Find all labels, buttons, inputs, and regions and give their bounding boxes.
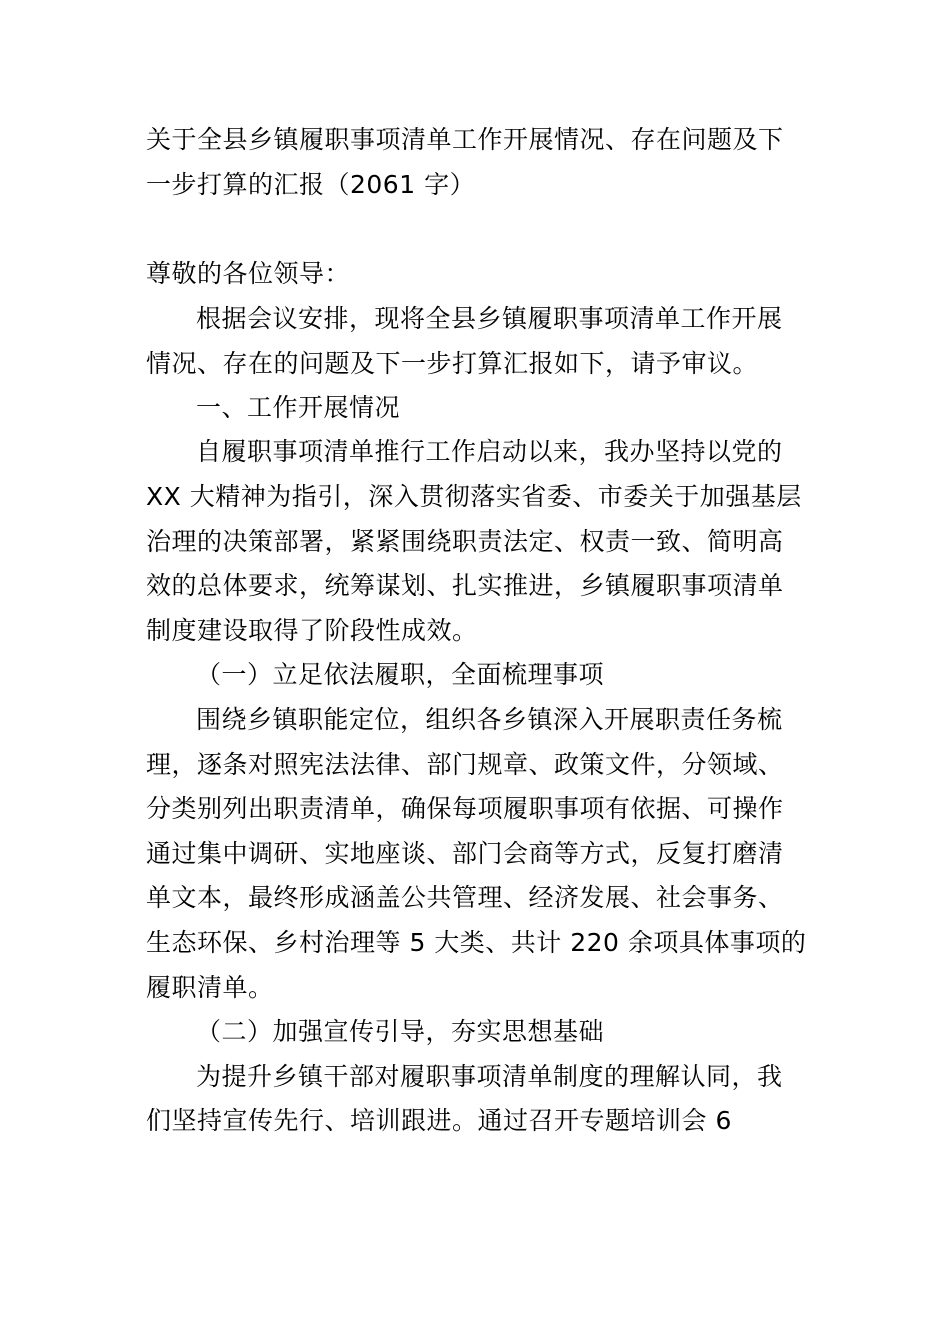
- subsection-1-line-5: 单文本，最终形成涵盖公共管理、经济发展、社会事务、: [146, 883, 784, 912]
- section-1-line-4: 效的总体要求，统筹谋划、扎实推进，乡镇履职事项清单: [146, 571, 784, 600]
- section-1-line-3: 治理的决策部署，紧紧围绕职责法定、权责一致、简明高: [146, 527, 784, 556]
- section-1-heading: 一、工作开展情况: [196, 393, 401, 422]
- subsection-1-line-2: 理，逐条对照宪法法律、部门规章、政策文件，分领域、: [146, 750, 784, 779]
- subsection-1-line-4: 通过集中调研、实地座谈、部门会商等方式，反复打磨清: [146, 839, 784, 868]
- subsection-1-heading: （一）立足依法履职，全面梳理事项: [196, 660, 605, 689]
- document-title-line-1: 关于全县乡镇履职事项清单工作开展情况、存在问题及下: [146, 125, 784, 154]
- document-title-line-2: 一步打算的汇报（2061 字）: [146, 170, 476, 199]
- subsection-2-heading: （二）加强宣传引导，夯实思想基础: [196, 1017, 605, 1046]
- subsection-1-line-1: 围绕乡镇职能定位，组织各乡镇深入开展职责任务梳: [196, 705, 783, 734]
- subsection-1-line-6: 生态环保、乡村治理等 5 大类、共计 220 余项具体事项的: [146, 928, 807, 957]
- section-1-line-2: XX 大精神为指引，深入贯彻落实省委、市委关于加强基层: [146, 482, 802, 511]
- section-1-line-5: 制度建设取得了阶段性成效。: [146, 616, 478, 645]
- section-1-line-1: 自履职事项清单推行工作启动以来，我办坚持以党的: [196, 437, 783, 466]
- intro-line-2: 情况、存在的问题及下一步打算汇报如下，请予审议。: [146, 349, 759, 378]
- salutation: 尊敬的各位领导：: [146, 259, 351, 288]
- subsection-2-line-2: 们坚持宣传先行、培训跟进。通过召开专题培训会 6: [146, 1106, 732, 1135]
- intro-line-1: 根据会议安排，现将全县乡镇履职事项清单工作开展: [196, 304, 783, 333]
- subsection-2-line-1: 为提升乡镇干部对履职事项清单制度的理解认同，我: [196, 1062, 783, 1091]
- subsection-1-line-7: 履职清单。: [146, 973, 274, 1002]
- subsection-1-line-3: 分类别列出职责清单，确保每项履职事项有依据、可操作: [146, 794, 784, 823]
